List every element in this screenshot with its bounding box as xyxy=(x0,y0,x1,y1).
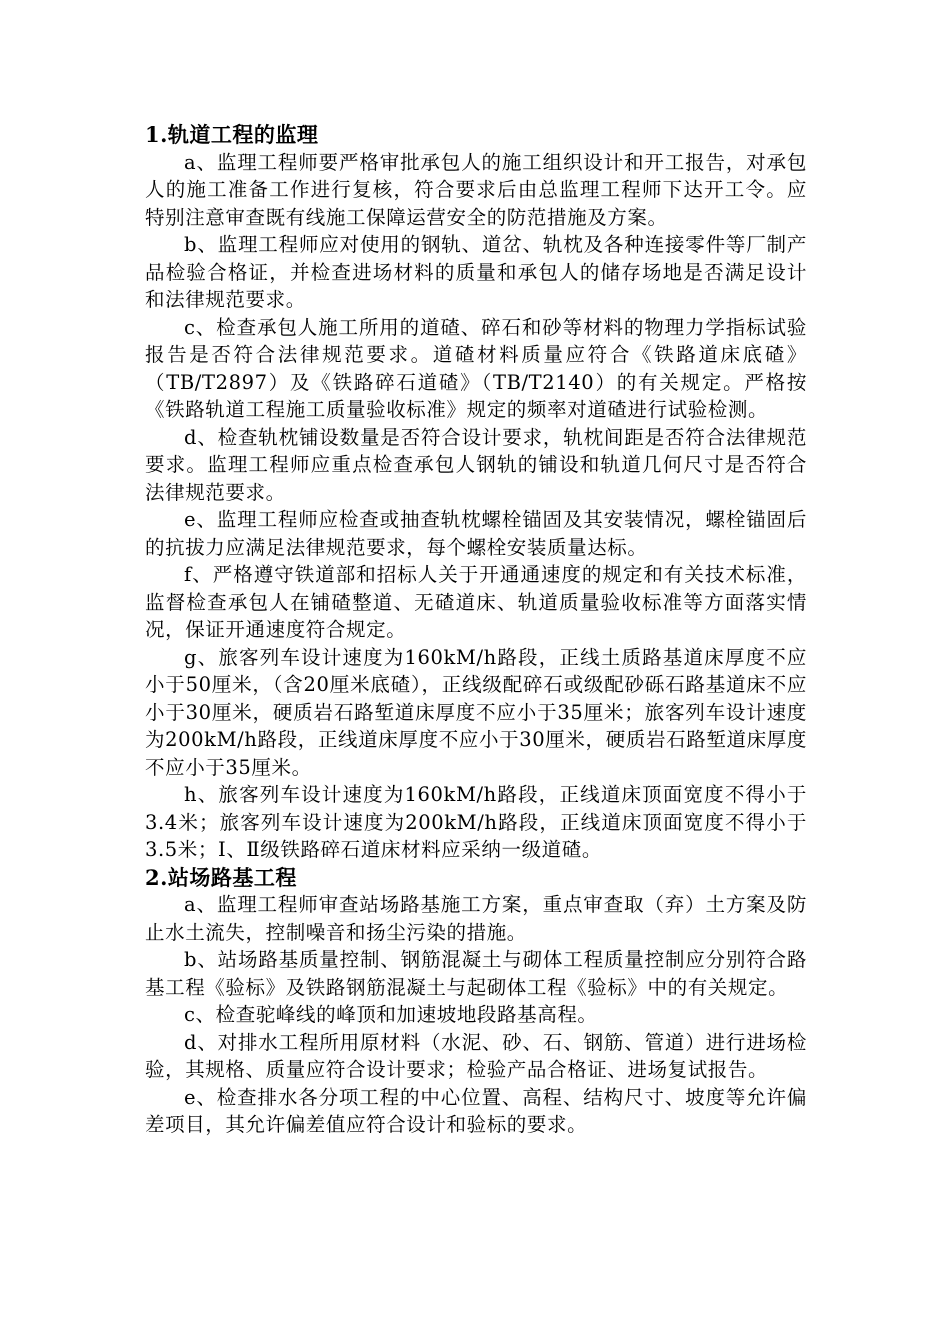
section-heading-station-subgrade: 2.站场路基工程 xyxy=(145,864,297,890)
paragraph-track-a: a、监理工程师要严格审批承包人的施工组织设计和开工报告，对承包人的施工准备工作进行复核，符合要求后由总监理工程师下达开工令。应特别注意审查既有线施工保障运营安全的防范措施及方案。 xyxy=(145,150,807,229)
paragraph-track-d: d、检查轨枕铺设数量是否符合设计要求，轨枕间距是否符合法律规范要求。监理工程师应重点检查承包人钢轨的铺设和轨道几何尺寸是否符合法律规范要求。 xyxy=(145,425,807,504)
paragraph-track-h: h、旅客列车设计速度为160kM/h路段，正线道床顶面宽度不得小于3.4米；旅客列车设计速度为200kM/h路段，正线道床顶面宽度不得小于3.5米；Ⅰ、Ⅱ级铁路碎石道床材料应采纳一级道碴。 xyxy=(145,783,807,861)
document-page xyxy=(145,121,807,1139)
paragraph-station-e: e、检查排水各分项工程的中心位置、高程、结构尺寸、坡度等允许偏差项目，其允许偏差值应符合设计和验标的要求。 xyxy=(145,1085,807,1136)
paragraph-station-c: c、检查驼峰线的峰顶和加速坡地段路基高程。 xyxy=(184,1003,598,1026)
section-heading-track-supervision: 1.轨道工程的监理 xyxy=(145,122,319,147)
paragraph-track-b: b、监理工程师应对使用的钢轨、道岔、轨枕及各种连接零件等厂制产品检验合格证，并检查进场材料的质量和承包人的储存场地是否满足设计和法律规范要求。 xyxy=(145,233,807,311)
paragraph-track-g: g、旅客列车设计速度为160kM/h路段，正线土质路基道床厚度不应小于50厘米，（含20厘米底碴），正线级配碎石或级配砂砾石路基道床不应小于30厘米，硬质岩石路堑道床厚度不应小于35厘米；旅客列车设计速度为200kM/h路段，正线道床厚度不应小于30厘米，硬质岩石路堑道床厚度不应小于35厘米。 xyxy=(145,645,807,779)
paragraph-track-f: f、严格遵守铁道部和招标人关于开通通速度的规定和有关技术标准，监督检查承包人在铺碴整道、无碴道床、轨道质量验收标准等方面落实情况，保证开通速度符合规定。 xyxy=(145,563,807,641)
paragraph-station-d: d、对排水工程所用原材料（水泥、砂、石、钢筋、管道）进行进场检验，其规格、质量应符合设计要求；检验产品合格证、进场复试报告。 xyxy=(145,1030,807,1081)
paragraph-station-a: a、监理工程师审查站场路基施工方案，重点审查取（弃）土方案及防止水土流失，控制噪音和扬尘污染的措施。 xyxy=(145,893,807,944)
paragraph-track-e: e、监理工程师应检查或抽查轨枕螺栓锚固及其安装情况，螺栓锚固后的抗拔力应满足法律规范要求，每个螺栓安装质量达标。 xyxy=(145,508,807,559)
paragraph-track-c: c、检查承包人施工所用的道碴、碎石和砂等材料的物理力学指标试验报告是否符合法律规范要求。道碴材料质量应符合《铁路道床底碴》（TB/T2897）及《铁路碎石道碴》（TB/T2140）的有关规定。严格按《铁路轨道工程施工质量验收标准》规定的频率对道碴进行试验检测。 xyxy=(145,315,807,421)
paragraph-station-b: b、站场路基质量控制、钢筋混凝土与砌体工程质量控制应分别符合路基工程《验标》及铁路钢筋混凝土与起砌体工程《验标》中的有关规定。 xyxy=(145,948,807,999)
